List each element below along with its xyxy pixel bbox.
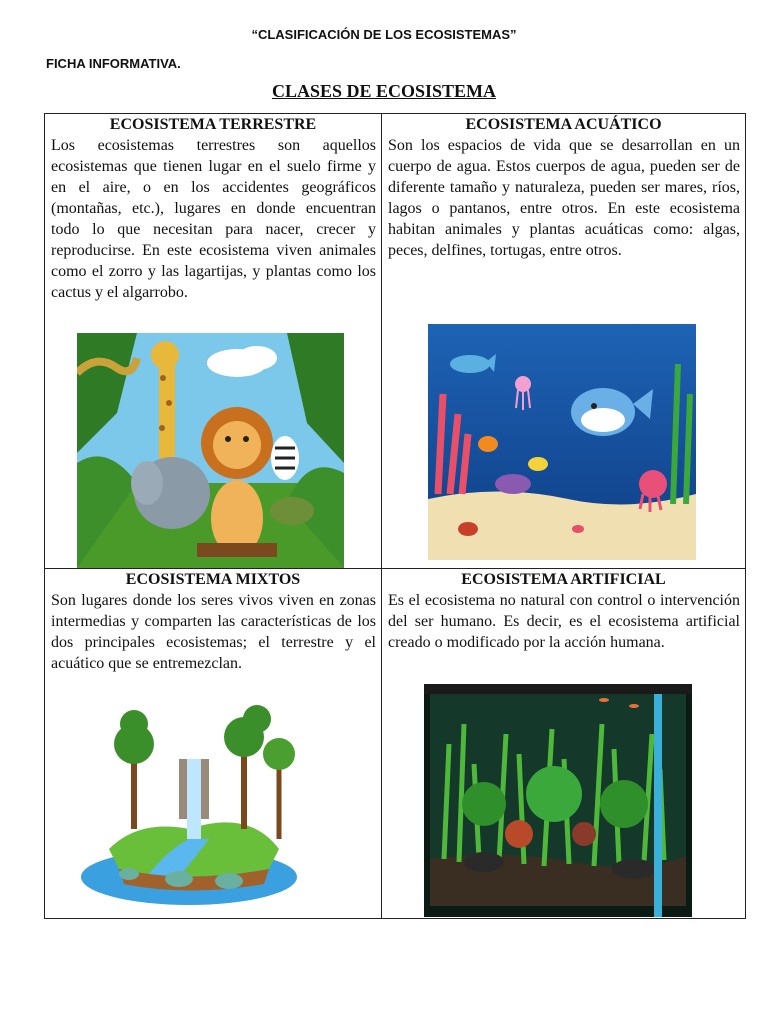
cell-title-aquatic: ECOSISTEMA ACUÁTICO bbox=[465, 116, 662, 133]
document-title: “CLASIFICACIÓN DE LOS ECOSISTEMAS” bbox=[251, 27, 517, 42]
cell-title-terrestrial: ECOSISTEMA TERRESTRE bbox=[109, 116, 317, 133]
cell-text-terrestrial: Los ecosistemas terrestres son aquellos ecosistemas que tienen lugar en el suelo firme y en el aire, o en los accidentes geográficos (montañas, etc.), lugares en donde encuentran todo lo que necesitan para nacer, crecer y reproducirse. En este ecosistema viven animales como el zorro y las lagartijas, y plantas como los cactus y el algarrobo. bbox=[51, 137, 376, 301]
cell-text-artificial: Es el ecosistema no natural con control o intervención del ser humano. Es decir, es el ecosistema artificial creado o modificado por la acción humana. bbox=[388, 592, 740, 651]
cell-terrestrial bbox=[45, 114, 382, 569]
cell-aquatic bbox=[382, 114, 745, 569]
cell-text-mixed: Son lugares donde los seres vivos viven en zonas intermedias y comparten las características de los dos principales ecosistemas; el terrestre y el acuático que se entremezclan. bbox=[51, 592, 376, 672]
cell-artificial bbox=[382, 569, 745, 918]
ecosystem-table bbox=[44, 113, 746, 919]
underwater-sea-image bbox=[428, 324, 696, 560]
section-heading: CLASES DE ECOSISTEMA bbox=[271, 81, 497, 101]
jungle-animals-image bbox=[77, 333, 344, 568]
cell-title-artificial: ECOSISTEMA ARTIFICIAL bbox=[461, 571, 666, 588]
cell-text-aquatic: Son los espacios de vida que se desarrollan en un cuerpo de agua. Estos cuerpos de agua, pueden ser de diferente tamaño y naturaleza, pueden ser mares, ríos, lagos o pantanos, entre otros. En este ecosistema habitan animales y plantas acuáticas como: algas, peces, delfines, tortugas, entre otros. bbox=[388, 137, 740, 259]
cell-title-mixed: ECOSISTEMA MIXTOS bbox=[125, 571, 301, 588]
planted-aquarium-image bbox=[424, 684, 692, 917]
document-subtitle: FICHA INFORMATIVA. bbox=[46, 56, 181, 71]
cell-mixed bbox=[45, 569, 382, 918]
island-waterfall-image bbox=[79, 699, 299, 909]
